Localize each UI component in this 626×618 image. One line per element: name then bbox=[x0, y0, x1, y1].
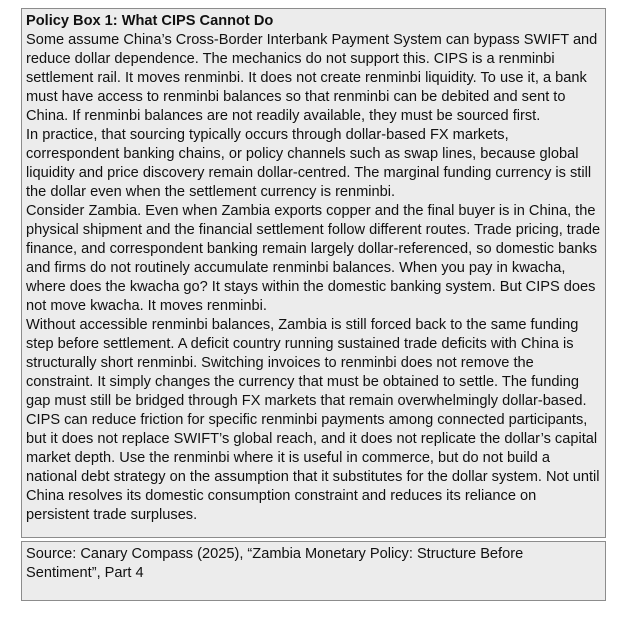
policy-paragraph-4: Without accessible renminbi balances, Zambia is still forced back to the same funding step before settlement. A deficit country running sustained trade deficits with China is structurally short renminbi. Switching invoices to renminbi does not remove the constraint. It simply changes the currency that must be obtained to settle. The funding gap must still be bridged through FX markets that remain overwhelmingly dollar-based. CIPS can reduce friction for specific renminbi payments among connected participants, but it does not replace SWIFT’s global reach, and it does not replicate the dollar’s capital market depth. Use the renminbi where it is useful in commerce, but do not build a national debt strategy on the assumption that it substitutes for the dollar system. Not until China resolves its domestic consumption constraint and reduces its reliance on persistent trade surpluses. bbox=[26, 317, 600, 523]
policy-paragraph-2: In practice, that sourcing typically occurs through dollar-based FX markets, correspondent banking chains, or policy channels such as swap lines, because global liquidity and price discovery remain dollar-centred. The marginal funding currency is still the dollar even when the settlement currency is renminbi. bbox=[26, 127, 592, 200]
source-note: Source: Canary Compass (2025), “Zambia Monetary Policy: Structure Before Sentiment”, Part 4 bbox=[21, 541, 606, 601]
policy-box-title: Policy Box 1: What CIPS Cannot Do bbox=[26, 13, 274, 29]
policy-paragraph-3: Consider Zambia. Even when Zambia exports copper and the final buyer is in China, the physical shipment and the financial settlement follow different routes. Trade pricing, trade finance, and correspondent banking remain largely dollar-referenced, so domestic banks and firms do not routinely accumulate renminbi balances. When you pay in kwacha, where does the kwacha go? It stays within the domestic banking system. But CIPS does not move kwacha. It moves renminbi. bbox=[26, 203, 601, 314]
policy-paragraph-1: Some assume China’s Cross-Border Interbank Payment System can bypass SWIFT and reduce dollar dependence. The mechanics do not support this. CIPS is a renminbi settlement rail. It moves renminbi. It does not create renminbi liquidity. To use it, a bank must have access to renminbi balances so that renminbi can be debited and sent to China. If renminbi balances are not readily available, they must be sourced first. bbox=[26, 32, 598, 124]
policy-box bbox=[21, 8, 606, 538]
